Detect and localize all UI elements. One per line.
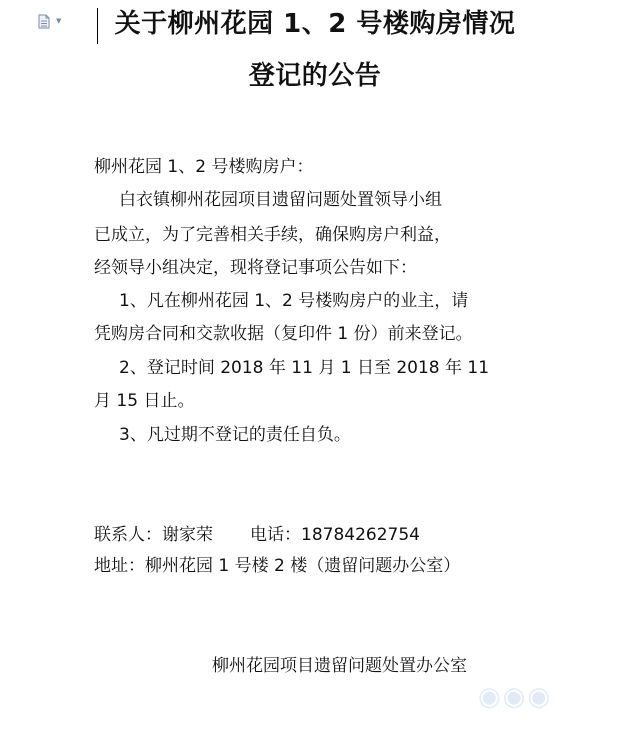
watermark-logo: ◉◉◉ [478, 682, 553, 712]
signature: 柳州花园项目遗留问题处置办公室 [212, 656, 467, 676]
intro-line-1: 白衣镇柳州花园项目遗留问题处置领导小组 [119, 190, 442, 210]
contact-phone-label: 电话： [250, 525, 301, 545]
document-icon[interactable] [38, 14, 50, 29]
contact-person-name: 谢家荣 [162, 525, 213, 545]
title-line-1: 关于柳州花园 1、2 号楼购房情况 [114, 9, 516, 39]
caret-down-icon[interactable]: ▼ [56, 17, 62, 25]
contact-person-line [94, 525, 420, 545]
item-1-line-1: 1、凡在柳州花园 1、2 号楼购房户的业主，请 [119, 291, 469, 311]
item-2-line-2: 月 15 日止。 [94, 391, 195, 411]
title-line-2: 登记的公告 [248, 61, 382, 91]
intro-line-2: 已成立，为了完善相关手续，确保购房户利益， [94, 225, 451, 245]
item-3: 3、凡过期不登记的责任自负。 [119, 425, 351, 445]
item-2-line-1: 2、登记时间 2018 年 11 月 1 日至 2018 年 11 [119, 358, 490, 378]
contact-phone: 18784262754 [301, 525, 420, 545]
salutation: 柳州花园 1、2 号楼购房户： [94, 157, 314, 177]
intro-line-3: 经领导小组决定，现将登记事项公告如下： [94, 258, 417, 278]
contact-person-label: 联系人： [94, 525, 162, 545]
item-1-line-2: 凭购房合同和交款收据（复印件 1 份）前来登记。 [94, 324, 473, 344]
contact-address: 地址：柳州花园 1 号楼 2 楼（遗留问题办公室） [94, 556, 461, 576]
